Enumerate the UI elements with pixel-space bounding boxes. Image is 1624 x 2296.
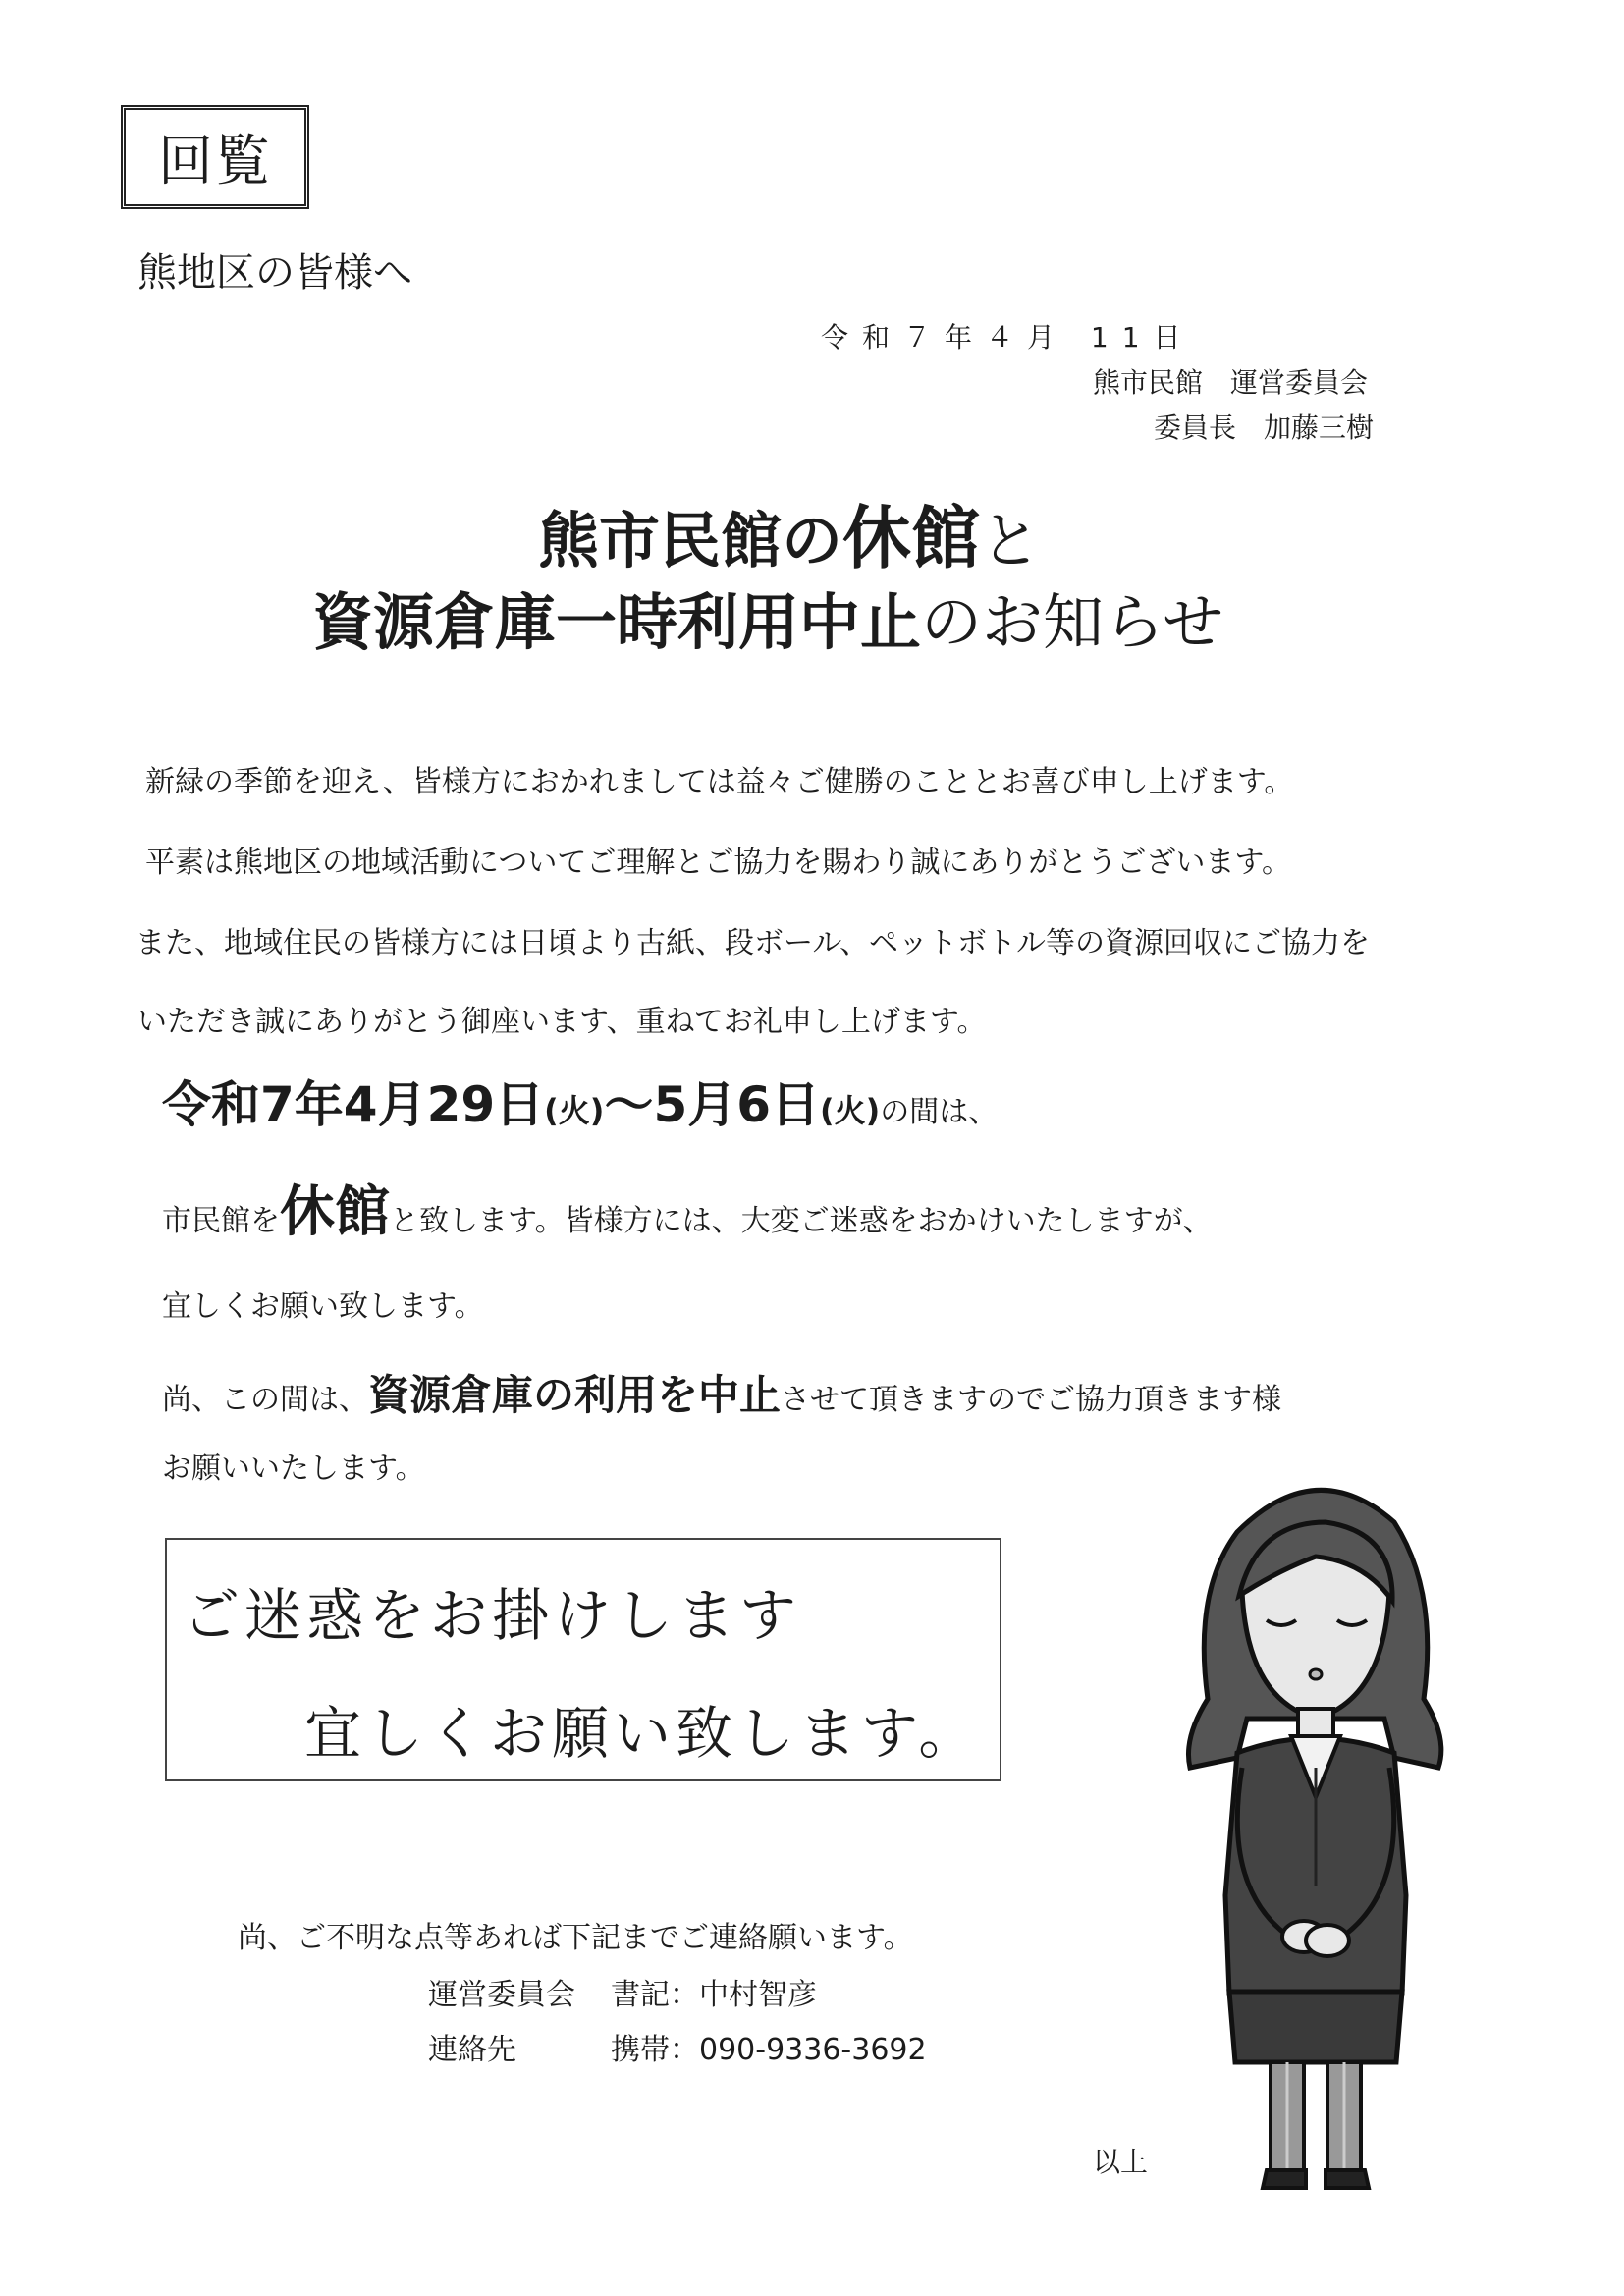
- contact-phone-value: 携帯：090-9336-3692: [611, 2033, 927, 2067]
- warehouse-statement: [162, 1363, 1281, 1422]
- contact-phone: [428, 2025, 927, 2068]
- contact-role-label: 運営委員会: [428, 1978, 575, 2012]
- sender-chairperson: 委員長 加藤三樹: [1154, 411, 1375, 444]
- sender-organization: 熊市民館 運営委員会: [1093, 366, 1369, 399]
- contact-role: [428, 1970, 817, 2013]
- contact-phone-label: 連絡先: [428, 2033, 516, 2067]
- closure-period: [162, 1066, 998, 1136]
- greeting-paragraph: また、地域住民の皆様方には日頃より古紙、段ボール、ペットボトル等の資源回収にご協力を: [135, 926, 1370, 960]
- closure-end-weekday: (火): [820, 1092, 881, 1129]
- notice-title-line2: [312, 574, 1223, 661]
- bowing-woman-illustration: [1168, 1473, 1463, 2200]
- greeting-paragraph: いただき誠にありがとう御座います、重ねてお礼申し上げます。: [137, 1005, 987, 1039]
- closure-statement: [162, 1169, 1213, 1247]
- title-emphasis: 休館: [842, 498, 981, 578]
- closing-mark: 以上: [1093, 2146, 1149, 2178]
- closure-end-date: 5月6日: [653, 1076, 821, 1133]
- greeting-paragraph: 平素は熊地区の地域活動についてご理解とご協力を賜わり誠にありがとうございます。: [145, 846, 1291, 880]
- statement-part: 尚、この間は、: [162, 1383, 368, 1417]
- closure-emphasis: 休館: [280, 1180, 390, 1244]
- closure-range-wave: ～: [604, 1076, 654, 1133]
- issue-date: 令和７年４月 11日: [821, 321, 1195, 354]
- warehouse-request: お願いいたします。: [162, 1451, 425, 1486]
- statement-part: 市民館を: [162, 1204, 280, 1238]
- warehouse-emphasis: 資源倉庫の利用を中止: [368, 1371, 782, 1419]
- closure-period-tail: の間は、: [880, 1095, 999, 1129]
- greeting-paragraph: 新緑の季節を迎え、皆様方におかれましては益々ご健勝のこととお喜び申し上げます。: [145, 765, 1294, 799]
- closure-start-date: 令和7年4月29日: [162, 1076, 545, 1133]
- apology-line1: ご迷惑をお掛けします: [183, 1582, 802, 1649]
- apology-line2: 宜しくお願い致します。: [304, 1700, 981, 1767]
- statement-part: と致します。皆様方には、大変ご迷惑をおかけいたしますが、: [390, 1204, 1213, 1238]
- title-part: 熊市民館の: [538, 505, 843, 576]
- statement-part: させて頂きますのでご協力頂きます様: [781, 1383, 1282, 1417]
- title-emphasis: 資源倉庫一時利用中止: [312, 586, 922, 658]
- title-part: のお知らせ: [921, 586, 1224, 658]
- circulation-stamp-label: 回覧: [158, 130, 272, 193]
- notice-title-line1: [538, 483, 1041, 582]
- contact-intro: 尚、ご不明な点等あれば下記までご連絡願います。: [238, 1921, 913, 1955]
- contact-role-value: 書記：中村智彦: [611, 1978, 817, 2012]
- closure-start-weekday: (火): [544, 1092, 605, 1129]
- title-part: と: [980, 505, 1042, 576]
- circulation-stamp: [121, 105, 309, 209]
- addressee: 熊地区の皆様へ: [137, 250, 412, 296]
- closure-request: 宜しくお願い致します。: [162, 1289, 484, 1324]
